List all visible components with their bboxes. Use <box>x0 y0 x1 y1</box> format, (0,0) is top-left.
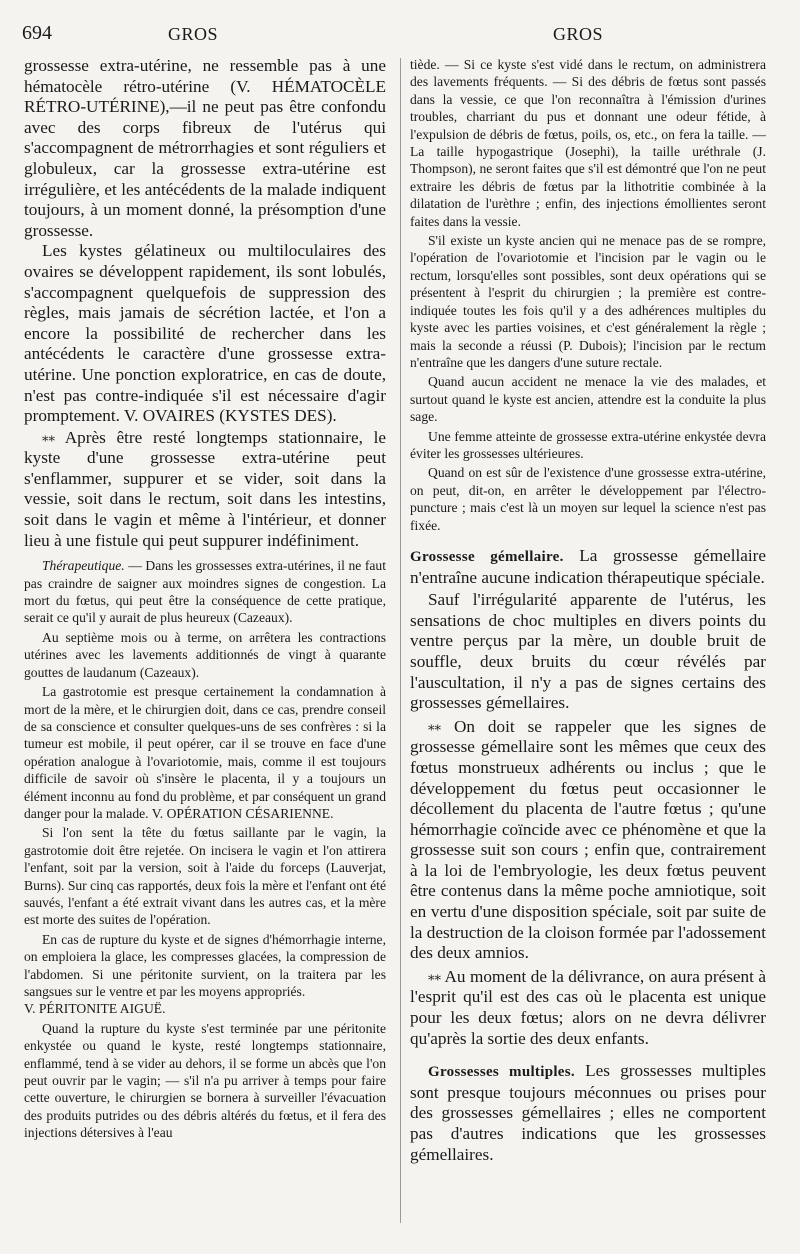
asterism-mark: ⁎⁎ <box>42 428 55 444</box>
paragraph <box>24 557 386 627</box>
entry-heading: Grossesses multiples. <box>428 1064 575 1081</box>
paragraph: Quand la rupture du kyste s'est terminée par une péritonite enkystée ou quand le kyste, resté longtemps stationnaire, enflammé, tend à se vider au dehors, il se forme un abcès que l'on peut ouvrir par le vagin; — s'il n'a pu arriver à temps pour faire cette ouverture, le chirurgien se bornera à surveiller l'évacuation des produits putrides ou des débris altérés du fœtus, et il fera des injections détersives à l'eau <box>24 1020 386 1141</box>
paragraph: Au septième mois ou à terme, on arrêtera les contractions utérines avec les lavements additionnés de vingt à quarante gouttes de laudanum (Cazeaux). <box>24 629 386 680</box>
paragraph: En cas de rupture du kyste et de signes d'hémorrhagie interne, on emploiera la glace, les compresses glacées, la compression de l'abdomen. Si une péritonite survient, on la traitera par les sangsues sur le ventre et par les moyens appropriés. <box>24 931 386 999</box>
paragraph: Quand aucun accident ne menace la vie des malades, et surtout quand le kyste est ancien, attendre est la conduite la plus sage. <box>410 374 766 425</box>
paragraph-text: Les grossesses multiples sont presque toujours méconnues ou prises pour des grossesses gémellaires ; elles ne comportent pas d'autres indications que les grossesses gémellaires. <box>410 1061 767 1164</box>
running-head-left: GROS <box>168 24 219 44</box>
paragraph-text: La grossesse gémellaire n'entraîne aucune indication thérapeutique spéciale. <box>410 545 766 587</box>
paragraph: Si l'on sent la tête du fœtus saillante par le vagin, la gastrotomie doit être rejetée. On incisera le vagin et l'on attirera l'enfant, soit par la version, soit à l'aide du forceps (Lauverjat, Burns). Sur cinq cas rapportés, deux fois la mère et l'enfant ont été sauvés, l'enfant a été extrait vivant dans les autres cas, et la mère est morte des suites de l'opération. <box>24 825 386 928</box>
section-label: Thérapeutique. <box>42 558 125 574</box>
column-divider <box>400 58 401 1223</box>
paragraph-text: On doit se rappeler que les signes de grossesse gémellaire sont les mêmes que ceux des fœtus monstrueux adhérents ou inclus ; que le développement du fœtus peut occasionner le décollement du placenta de l'autre fœtus ; qu'une hémorrhagie coïncide avec ce phénomène et que la grossesse suit son cours ; enfin que, contrairement à la loi de l'embryologie, les deux fœtus peuvent être contenus dans la même poche amniotique, soit en vertu d'une disposition spéciale, soit par suite de la destruction de la cloison formée par l'adossement des deux amnios. <box>410 716 766 963</box>
paragraph: Les kystes gélatineux ou multiloculaires des ovaires se développent rapidement, ils sont lobulés, s'accompagnent quelquefois de suppression des règles, mais jamais de sécrétion lactée, et l'on a encore la possibilité de rechercher dans les antécédents le caractère d'une grossesse extra-utérine. Une ponction exploratrice, en cas de doute, n'est pas contre-indiquée s'il est nécessaire d'agir promptement. V. OVAIRES (KYSTES DES). <box>24 241 386 426</box>
paragraph: La gastrotomie est presque certainement la condamnation à mort de la mère, et le chirurgien doit, dans ce cas, prendre conseil de sa conscience et consulter quelques-uns de ses confrères : si la tumeur est mobile, il peut opérer, car il se trouve en face d'une opération analogue à l'ovariotomie, mais, comme il est toujours difficile de savoir où s'insère le placenta, il y a toujours un élément inconnu au fond du problème, et par conséquent un grand danger pour la malade. V. OPÉRATION CÉSARIENNE. <box>24 684 386 821</box>
asterism-mark: ⁎⁎ <box>428 967 441 983</box>
page-header <box>0 22 800 52</box>
paragraph-text: — Dans les grossesses extra-utérines, il ne faut pas craindre de saigner aux moindres signes de congestion. La mort du fœtus, qui peut être la conséquence de cette pratique, serait ce qu'il y aurait de plus heureux (Cazeaux). <box>24 558 386 626</box>
paragraph-text: Au moment de la délivrance, on aura présent à l'esprit qu'il est des cas où le placenta est unique pour les deux fœtus; alors on ne devra délivrer qu'après la sortie des deux enfants. <box>410 966 766 1048</box>
paragraph: S'il existe un kyste ancien qui ne menace pas de se rompre, l'opération de l'ovariotomie et l'incision par le vagin ou le rectum, lorsqu'elles sont possibles, sont deux opérations qui se présentent à l'esprit du chirurgien ; la première est contre-indiquée toutes les fois qu'il y a des adhérences multiples du kyste avec les parties voisines, et c'est généralement la règle ; mais la seconde a réussi (P. Dubois); l'incision par le rectum n'entraîne que les dangers d'une suture rectale. <box>410 233 766 370</box>
left-column <box>24 56 386 1142</box>
asterism-mark: ⁎⁎ <box>428 717 441 733</box>
right-column <box>410 56 766 1165</box>
cross-reference: V. PÉRITONITE AIGUË. <box>24 1001 166 1017</box>
paragraph: grossesse extra-utérine, ne ressemble pas à une hématocèle rétro-utérine (V. HÉMATOCÈLE RÉTRO-UTÉRINE),—il ne peut pas être confondu avec des corps fibreux de l'utérus qui s'accompagnent de métrorrhagies et sont réguliers et globuleux, car la grossesse extra-utérine est irrégulière, et les antécédents de la malade indiquent toujours, à un moment donné, la présomption d'une grossesse. <box>24 56 386 240</box>
paragraph: Quand on est sûr de l'existence d'une grossesse extra-utérine, on peut, dit-on, en arrêter le développement par l'électro-puncture ; mais c'est là un moyen sur lequel la science n'est pas fixée. <box>410 465 766 533</box>
running-head-right: GROS <box>553 24 604 44</box>
entry-heading: Grossesse gémellaire. <box>410 548 564 565</box>
paragraph <box>410 716 766 964</box>
paragraph: Une femme atteinte de grossesse extra-utérine enkystée devra éviter les grossesses ultérieures. <box>410 428 766 461</box>
paragraph <box>410 1061 766 1165</box>
paragraph: tiède. — Si ce kyste s'est vidé dans le rectum, on administrera des lavements fréquents. — Si des débris de fœtus sont passés dans la vessie, ce que l'on reconnaîtra à l'émission d'urines troubles, charriant du pus et donnant une odeur fétide, à l'expulsion de débris de fœtus, poils, os, etc., on fera la taille. — La taille hypogastrique (Josephi), la taille uréthrale (J. Thompson), ne seront faites que s'il est démontré que l'on ne peut extraire les débris de fœtus par la lithotritie combinée à la dilatation de l'urèthre ; enfin, des injections émollientes seront faites dans la vessie. <box>410 57 766 229</box>
paragraph <box>24 427 386 552</box>
paragraph <box>410 546 766 588</box>
paragraph: Sauf l'irrégularité apparente de l'utérus, les sensations de choc multiples en divers points du ventre perçus par la mère, un double bruit de souffle, deux bruits du cœur révélés par l'auscultation, il n'y a pas de signes certains des grossesses gémellaires. <box>410 590 766 713</box>
paragraph <box>410 966 766 1049</box>
page-number: 694 <box>22 22 52 44</box>
paragraph-text: Après être resté longtemps stationnaire, le kyste d'une grossesse extra-utérine peut s'enflammer, suppurer et se vider, soit dans la vessie, soit dans le rectum, soit dans les intestins, soit dans le vagin et même à l'intérieur, et donner lieu à une fistule qui peut suppurer indéfiniment. <box>24 427 386 550</box>
